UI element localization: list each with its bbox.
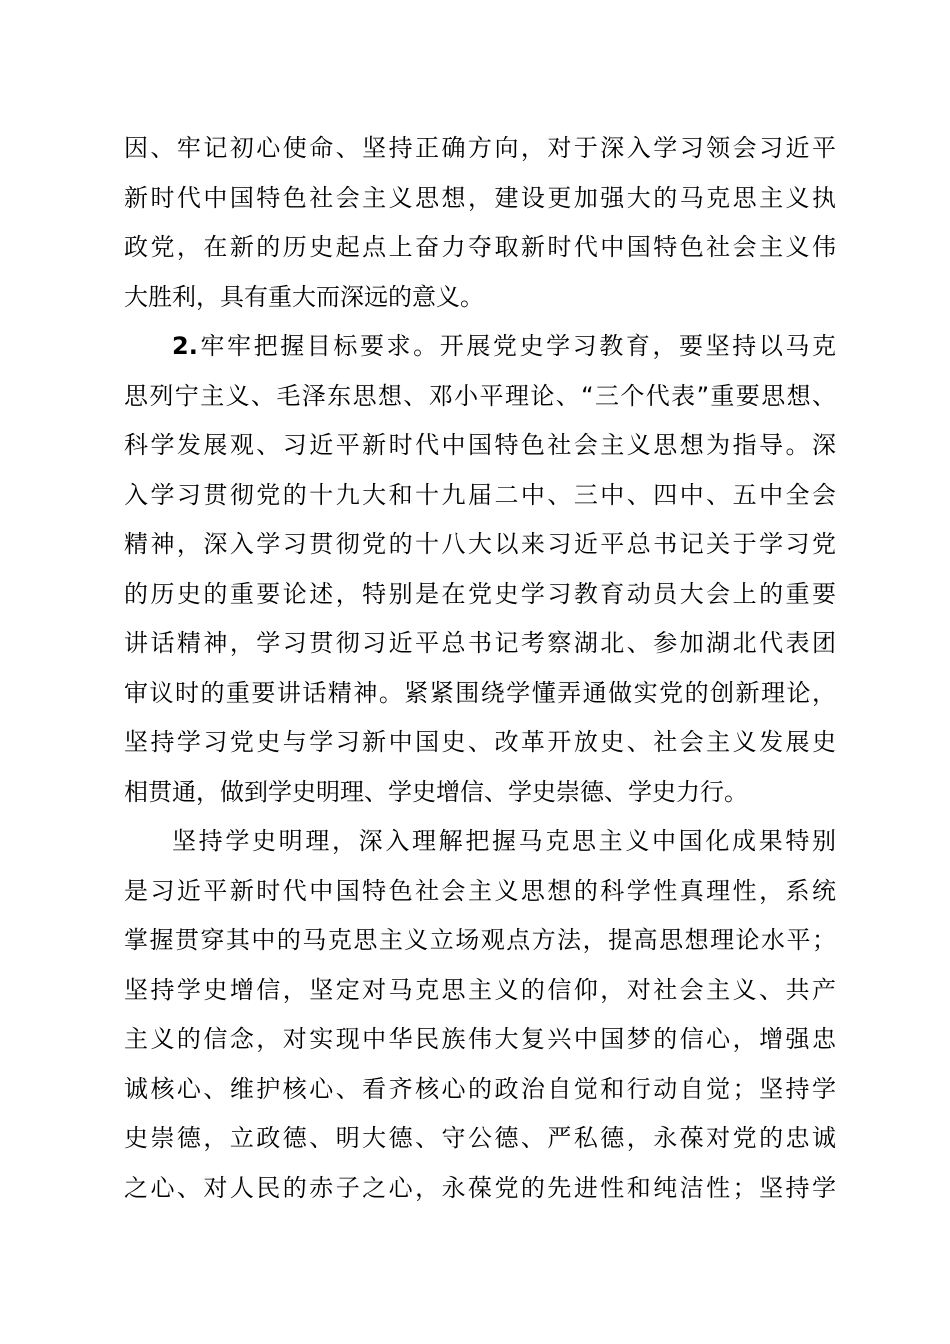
text-line: 精神，深入学习贯彻党的十八大以来习近平总书记关于学习党 [124,530,836,558]
text-line: 诚核心、维护核心、看齐核心的政治自觉和行动自觉；坚持学 [124,1074,836,1103]
text-line: 坚持学史明理，深入理解把握马克思主义中国化成果特别 [172,827,836,855]
paragraph-3 [124,817,836,1213]
section-number: 2. [172,332,198,360]
text-line: 之心、对人民的赤子之心，永葆党的先进性和纯洁性；坚持学 [124,1173,836,1202]
text-line: 讲话精神，学习贯彻习近平总书记考察湖北、参加湖北代表团 [124,629,836,657]
body-text [124,124,836,1213]
text-line: 大胜利，具有重大而深远的意义。 [124,282,484,311]
text-line: 坚持学习党史与学习新中国史、改革开放史、社会主义发展史 [124,728,836,756]
text-line: 思列宁主义、毛泽东思想、邓小平理论、“三个代表”重要思想、 [124,381,836,410]
paragraph-2 [124,322,836,817]
text-line: 坚持学史增信，坚定对马克思主义的信仰，对社会主义、共产 [124,975,836,1004]
text-line: 掌握贯穿其中的马克思主义立场观点方法，提高思想理论水平； [124,926,836,954]
text-line: 入学习贯彻党的十九大和十九届二中、三中、四中、五中全会 [124,480,836,509]
text-line: 新时代中国特色社会主义思想，建设更加强大的马克思主义执 [124,183,836,212]
text-line: 史崇德，立政德、明大德、守公德、严私德，永葆对党的忠诚 [124,1124,836,1152]
text-line: 主义的信念，对实现中华民族伟大复兴中国梦的信心，增强忠 [124,1025,836,1053]
section-heading-text: 牢牢把握目标要求。开展党史学习教育，要坚持以马克 [197,332,836,360]
text-line: 的历史的重要论述，特别是在党史学习教育动员大会上的重要 [124,579,836,608]
paragraph-1 [124,124,836,322]
text-line: 科学发展观、习近平新时代中国特色社会主义思想为指导。深 [124,431,836,459]
text-line [124,322,836,372]
text-line: 政党，在新的历史起点上奋力夺取新时代中国特色社会主义伟 [124,233,836,261]
text-line: 因、牢记初心使命、坚持正确方向，对于深入学习领会习近平 [124,134,836,162]
text-line: 审议时的重要讲话精神。紧紧围绕学懂弄通做实党的创新理论， [124,678,836,707]
text-line: 相贯通，做到学史明理、学史增信、学史崇德、学史力行。 [124,777,748,806]
text-line: 是习近平新时代中国特色社会主义思想的科学性真理性，系统 [124,876,836,905]
